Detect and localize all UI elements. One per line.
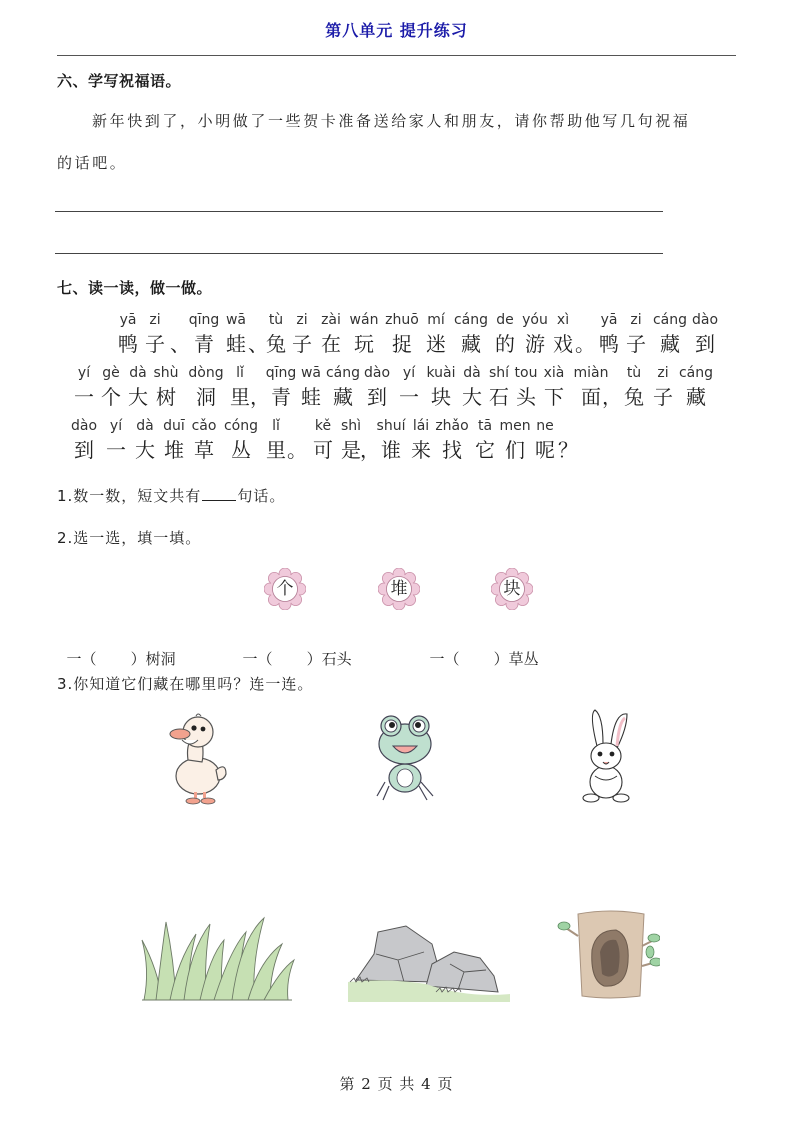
hanzi: 藏 bbox=[686, 385, 706, 409]
grass-icon bbox=[140, 910, 296, 1002]
option-rosette-dui bbox=[378, 568, 420, 610]
pinyin: duī bbox=[163, 418, 185, 434]
hanzi: 的 bbox=[495, 332, 515, 356]
hanzi: 堆 bbox=[164, 438, 184, 462]
pinyin: dòng bbox=[188, 365, 224, 381]
pinyin: zài bbox=[321, 312, 341, 328]
pinyin: yí bbox=[402, 365, 416, 381]
pinyin: de bbox=[496, 312, 514, 328]
hanzi: 青 bbox=[271, 385, 291, 409]
hanzi: 里 bbox=[230, 385, 250, 409]
pinyin: cǎo bbox=[191, 418, 217, 434]
fill-item-tree-hollow bbox=[57, 630, 176, 669]
hanzi: 子 bbox=[145, 332, 165, 356]
hanzi: 。 bbox=[575, 332, 595, 356]
pinyin: zi bbox=[657, 365, 669, 381]
pinyin: cáng bbox=[453, 312, 489, 328]
rabbit-illustration[interactable] bbox=[579, 708, 633, 808]
section-6-title: 六、学写祝福语。 bbox=[57, 72, 182, 90]
pinyin: yóu bbox=[522, 312, 548, 328]
hanzi: 玩 bbox=[354, 332, 374, 356]
hanzi: 迷 bbox=[426, 332, 446, 356]
pinyin: dào bbox=[363, 365, 391, 381]
hanzi: 是 bbox=[341, 438, 361, 462]
hanzi: 兔 bbox=[624, 385, 644, 409]
hanzi: 可 bbox=[313, 438, 333, 462]
pinyin: qīng bbox=[265, 365, 297, 381]
reading-char bbox=[672, 363, 720, 411]
fill-prefix: 一（ bbox=[242, 650, 273, 668]
pinyin: cáng bbox=[325, 365, 361, 381]
hanzi: 、 bbox=[170, 332, 190, 356]
fill-suffix: ）树洞 bbox=[130, 650, 176, 668]
grass-illustration[interactable] bbox=[140, 910, 296, 1006]
hanzi: 来 bbox=[411, 438, 431, 462]
duck-icon bbox=[168, 710, 232, 806]
section-6-paragraph-line-1: 新年快到了，小明做了一些贺卡准备送给家人和朋友，请你帮助他写几句祝福 bbox=[92, 112, 691, 130]
pinyin: yí bbox=[77, 365, 91, 381]
pinyin: qīng bbox=[188, 312, 220, 328]
fill-item-grass bbox=[420, 630, 539, 669]
hanzi: 一 bbox=[74, 385, 94, 409]
hanzi: 、 bbox=[248, 332, 268, 356]
pinyin: zi bbox=[149, 312, 161, 328]
pinyin: kě bbox=[314, 418, 332, 434]
hanzi: 们 bbox=[505, 438, 525, 462]
question-1-text-after: 句话。 bbox=[237, 487, 286, 505]
pinyin: ne bbox=[536, 418, 554, 434]
hanzi: ， bbox=[360, 438, 380, 462]
pinyin: men bbox=[499, 418, 531, 434]
pinyin: mí bbox=[427, 312, 445, 328]
hanzi: 下 bbox=[544, 385, 564, 409]
hanzi: 蛙 bbox=[226, 332, 246, 356]
hanzi: 洞 bbox=[196, 385, 216, 409]
pinyin: yā bbox=[600, 312, 618, 328]
pinyin: shì bbox=[340, 418, 362, 434]
hanzi: ， bbox=[250, 385, 270, 409]
pinyin: tù bbox=[626, 365, 642, 381]
pinyin: kuài bbox=[426, 365, 456, 381]
hanzi: 面 bbox=[581, 385, 601, 409]
pinyin: dà bbox=[129, 365, 147, 381]
section-6-paragraph-line-2: 的话吧。 bbox=[57, 154, 128, 172]
hanzi: 找 bbox=[442, 438, 462, 462]
hanzi: 它 bbox=[475, 438, 495, 462]
hanzi: 鸭 bbox=[599, 332, 619, 356]
tree-hollow-illustration[interactable] bbox=[556, 906, 660, 1006]
pinyin: lǐ bbox=[236, 365, 244, 381]
reading-row-2 bbox=[0, 363, 793, 417]
hanzi: 子 bbox=[653, 385, 673, 409]
frog-illustration[interactable] bbox=[375, 712, 435, 808]
pinyin: zhuō bbox=[385, 312, 419, 328]
fill-prefix: 一（ bbox=[66, 650, 97, 668]
pinyin: dào bbox=[70, 418, 98, 434]
page-number-footer: 第 2 页 共 4 页 bbox=[339, 1075, 454, 1093]
pinyin: tù bbox=[268, 312, 284, 328]
option-rosette-ge bbox=[264, 568, 306, 610]
section-7-title: 七、读一读，做一做。 bbox=[57, 279, 213, 297]
pinyin: zhǎo bbox=[435, 418, 469, 434]
pinyin: shuí bbox=[376, 418, 406, 434]
reading-row-3 bbox=[0, 416, 793, 470]
question-1-text-before: 1.数一数，短文共有 bbox=[57, 487, 202, 505]
answer-line-1[interactable] bbox=[55, 211, 663, 212]
question-3-label: 3.你知道它们藏在哪里吗？连一连。 bbox=[57, 675, 314, 693]
pinyin: cáng bbox=[652, 312, 688, 328]
pinyin: shí bbox=[488, 365, 510, 381]
tree-hollow-icon bbox=[556, 906, 660, 1002]
pinyin: wán bbox=[349, 312, 379, 328]
hanzi: 戏 bbox=[553, 332, 573, 356]
hanzi: 藏 bbox=[333, 385, 353, 409]
hanzi: 兔 bbox=[266, 332, 286, 356]
hanzi: 里 bbox=[266, 438, 286, 462]
hanzi: 石 bbox=[489, 385, 509, 409]
pinyin: tou bbox=[514, 365, 538, 381]
rocks-icon bbox=[346, 924, 514, 1004]
hanzi: 树 bbox=[156, 385, 176, 409]
hanzi: 大 bbox=[135, 438, 155, 462]
hanzi: 游 bbox=[525, 332, 545, 356]
hanzi: 鸭 bbox=[118, 332, 138, 356]
hanzi: 一 bbox=[399, 385, 419, 409]
hanzi: 子 bbox=[626, 332, 646, 356]
fill-suffix: ）石头 bbox=[306, 650, 352, 668]
fill-suffix: ）草丛 bbox=[493, 650, 539, 668]
hanzi: 一 bbox=[106, 438, 126, 462]
hanzi: 到 bbox=[367, 385, 387, 409]
option-kuai: 块 bbox=[503, 579, 521, 599]
hanzi: 丛 bbox=[231, 438, 251, 462]
sentence-count-blank[interactable] bbox=[202, 486, 236, 501]
hanzi: 到 bbox=[695, 332, 715, 356]
pinyin: dà bbox=[136, 418, 154, 434]
hanzi: 在 bbox=[321, 332, 341, 356]
pinyin: xì bbox=[556, 312, 570, 328]
hanzi: ， bbox=[602, 385, 622, 409]
rocks-illustration[interactable] bbox=[346, 924, 514, 1008]
reading-char bbox=[681, 310, 729, 358]
reading-row-1 bbox=[0, 310, 793, 364]
pinyin: yā bbox=[119, 312, 137, 328]
pinyin: shù bbox=[153, 365, 179, 381]
pinyin: lǐ bbox=[272, 418, 280, 434]
pinyin: dào bbox=[691, 312, 719, 328]
pinyin: cáng bbox=[678, 365, 714, 381]
hanzi: 个 bbox=[101, 385, 121, 409]
pinyin: tā bbox=[477, 418, 493, 434]
header-divider bbox=[57, 55, 736, 56]
pinyin: miàn bbox=[573, 365, 609, 381]
hanzi: 大 bbox=[462, 385, 482, 409]
question-2-label: 2.选一选，填一填。 bbox=[57, 529, 202, 547]
hanzi: 捉 bbox=[392, 332, 412, 356]
option-rosette-kuai bbox=[491, 568, 533, 610]
hanzi: 呢 bbox=[535, 438, 555, 462]
option-ge: 个 bbox=[276, 579, 294, 599]
duck-illustration[interactable] bbox=[168, 710, 232, 810]
hanzi: 到 bbox=[74, 438, 94, 462]
rabbit-icon bbox=[579, 708, 633, 804]
pinyin bbox=[544, 416, 592, 436]
pinyin: wā bbox=[225, 312, 247, 328]
hanzi: ？ bbox=[558, 438, 578, 462]
fill-item-stone bbox=[233, 630, 352, 669]
frog-icon bbox=[375, 712, 435, 804]
fill-prefix: 一（ bbox=[429, 650, 460, 668]
reading-char bbox=[544, 416, 592, 464]
pinyin: zi bbox=[630, 312, 642, 328]
hanzi: 大 bbox=[128, 385, 148, 409]
pinyin: gè bbox=[102, 365, 120, 381]
hanzi: 。 bbox=[287, 438, 307, 462]
hanzi: 子 bbox=[292, 332, 312, 356]
answer-line-2[interactable] bbox=[55, 253, 663, 254]
pinyin: xià bbox=[543, 365, 565, 381]
hanzi: 草 bbox=[194, 438, 214, 462]
option-dui: 堆 bbox=[390, 579, 408, 599]
question-1 bbox=[57, 485, 285, 506]
pinyin: yí bbox=[109, 418, 123, 434]
pinyin: lái bbox=[412, 418, 430, 434]
hanzi: 头 bbox=[516, 385, 536, 409]
hanzi: 青 bbox=[194, 332, 214, 356]
hanzi: 蛙 bbox=[301, 385, 321, 409]
pinyin: wā bbox=[300, 365, 322, 381]
hanzi: 藏 bbox=[660, 332, 680, 356]
hanzi: 藏 bbox=[461, 332, 481, 356]
pinyin: dà bbox=[463, 365, 481, 381]
pinyin: cóng bbox=[223, 418, 259, 434]
page-header-title: 第八单元 提升练习 bbox=[325, 21, 468, 40]
hanzi: 块 bbox=[431, 385, 451, 409]
hanzi: 谁 bbox=[381, 438, 401, 462]
pinyin: zi bbox=[296, 312, 308, 328]
